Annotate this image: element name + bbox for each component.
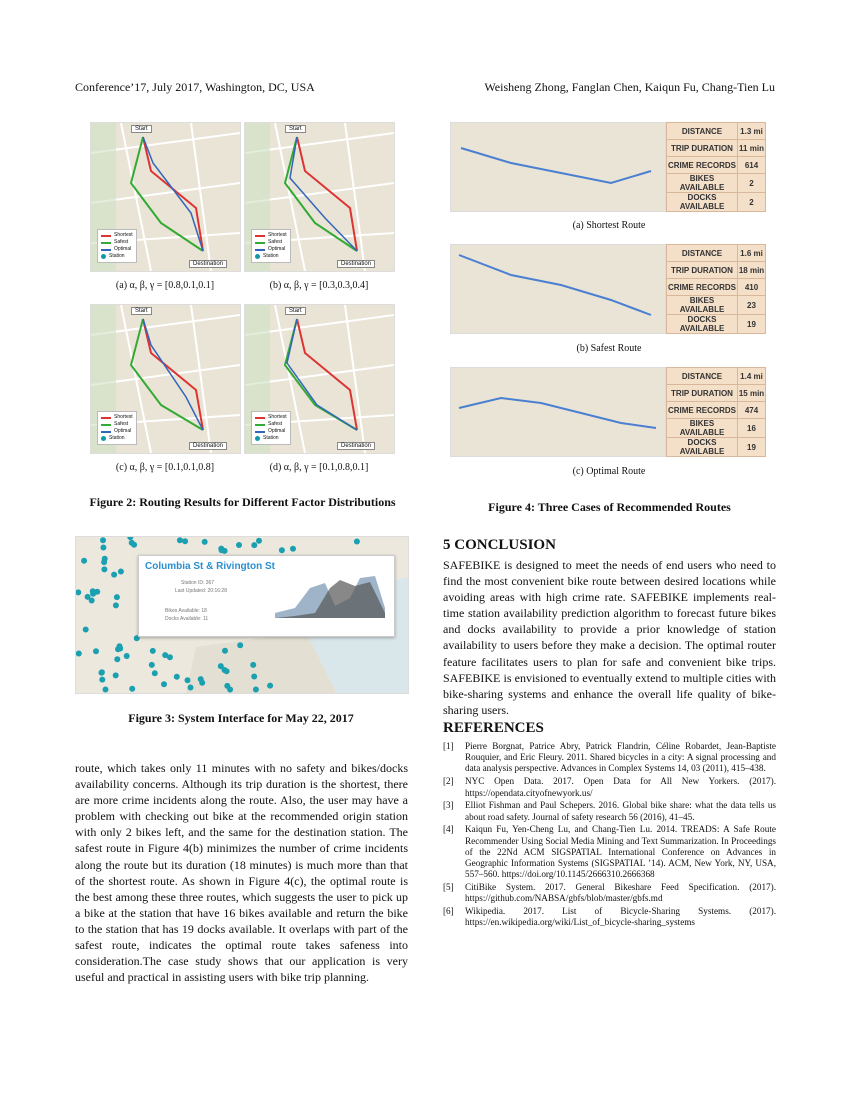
- conclusion-text: SAFEBIKE is designed to meet the needs of end users who need to find the most convenient bike route between desired locations while avoiding areas with high crime rate. SAFEBIKE implements real-time station availability prediction algorithm to forecast future bikes and docks availability to provide a prior knowledge of station availability to users before they make a decision. The optimal router feature facilitates users to plan for safe and convenient bike trips. SAFEBIKE is envisioned to eventually extend to multiple cities with bike-sharing systems and enhance the overall life quality of bike-sharing users.: [443, 558, 776, 717]
- station-pin-icon[interactable]: [162, 652, 168, 658]
- route-map-a: [90, 122, 241, 272]
- destination-label: Destination: [189, 260, 227, 268]
- case-b-label: (b) Safest Route: [576, 343, 642, 354]
- station-pin-icon[interactable]: [256, 538, 262, 544]
- station-pin-icon[interactable]: [152, 670, 158, 676]
- panel-d-label: (d) α, β, γ = [0.1,0.8,0.1]: [269, 462, 369, 473]
- station-pin-icon[interactable]: [188, 685, 194, 691]
- station-pin-icon[interactable]: [219, 547, 225, 553]
- station-pin-icon[interactable]: [102, 556, 108, 562]
- safest-route: [285, 137, 357, 251]
- route-stats-table: DISTANCE 1.6 mi TRIP DURATION 18 min CRIME RECORDS 410 BIKES AVAILABLE 23 DOCKS AVAILABLE 19: [666, 244, 766, 334]
- conclusion-heading: 5 CONCLUSION: [443, 537, 556, 553]
- station-pin-icon[interactable]: [250, 662, 256, 668]
- destination-label: Destination: [337, 442, 375, 450]
- station-pin-icon[interactable]: [185, 677, 191, 683]
- station-pin-icon[interactable]: [251, 674, 257, 680]
- station-pin-icon[interactable]: [237, 642, 243, 648]
- station-pin-icon[interactable]: [93, 648, 99, 654]
- running-header-right: Weisheng Zhong, Fanglan Chen, Kaiqun Fu, Chang-Tien Lu: [484, 80, 775, 94]
- start-label: Start: [285, 125, 306, 133]
- panel-b-label: (b) α, β, γ = [0.3,0.3,0.4]: [269, 280, 369, 291]
- station-pin-icon[interactable]: [111, 572, 117, 578]
- recommended-route-shortest: [450, 122, 768, 212]
- station-pin-icon[interactable]: [227, 687, 233, 693]
- station-pin-icon[interactable]: [100, 545, 106, 551]
- station-pin-icon[interactable]: [251, 542, 257, 548]
- safest-route: [131, 137, 203, 251]
- route-legend: Shortest Safest Optimal Station: [251, 229, 291, 263]
- station-pin-icon[interactable]: [99, 677, 105, 683]
- body-paragraph-left: route, which takes only 11 minutes with no safety and bikes/docks availability concerns. Although its trip duration is the shortest, there are more crime incidents along the route. Also, the user may have a problem with checking out bike at the recommended origin station with only 2 bikes left, and the same for the destination station. The safest route in Figure 4(b) minimizes the number of crime incidents along the route but its duration (18 minutes) is much more than that of the shortest route. As shown in Figure 4(c), the optimal route is the best among these three routes, which suggests the user to pick up a bike at the station that have 16 bikes available and return the bike to the station that has 19 docks available. It overlaps with part of the safest route, indicates the optimal route takes safeness into consideration.The case study shows that our application is very useful and practical in assisting users with bike trip planning.: [75, 761, 408, 985]
- start-label: Start: [131, 125, 152, 133]
- case-a-label: (a) Shortest Route: [572, 220, 646, 231]
- destination-label: Destination: [337, 260, 375, 268]
- reference-item: [2] NYC Open Data. 2017. Open Data for All New Yorkers. (2017). https://opendata.cityofnewyork.us/: [443, 776, 776, 798]
- station-pin-icon[interactable]: [150, 648, 156, 654]
- station-pin-icon[interactable]: [253, 687, 259, 693]
- station-pin-icon[interactable]: [85, 594, 91, 600]
- popup-bikes: Bikes Available: 18: [165, 608, 207, 614]
- station-pin-icon[interactable]: [76, 651, 82, 657]
- route-map-b: [244, 122, 395, 272]
- route-legend: Shortest Safest Optimal Station: [97, 411, 137, 445]
- reference-item: [4] Kaiqun Fu, Yen-Cheng Lu, and Chang-Tien Lu. 2014. TREADS: A Safe Route Recommender Using Social Media Mining and Text Summarization. In Proceedings of the 22Nd ACM SIGSPATIAL International Conference on Advances in Geographic Information Systems (SIGSPATIAL ’14). ACM, New York, NY, USA, 557–560. https://doi.org/10.1145/2666310.2666368: [443, 824, 776, 880]
- station-pin-icon[interactable]: [202, 539, 208, 545]
- station-pin-icon[interactable]: [129, 686, 135, 692]
- route-map: [450, 122, 666, 212]
- route-map-d: [244, 304, 395, 454]
- station-pin-icon[interactable]: [83, 627, 89, 633]
- station-pin-icon[interactable]: [90, 588, 96, 594]
- route-map-c: [90, 304, 241, 454]
- figure-3-caption: Figure 3: System Interface for May 22, 2017: [128, 711, 354, 725]
- station-pin-icon[interactable]: [174, 674, 180, 680]
- reference-item: [1] Pierre Borgnat, Patrice Abry, Patrick Flandrin, Céline Robardet, Jean-Baptiste Rouquier, and Eric Fleury. 2011. Shared bicycles in a city: A signal processing and data analysis perspective. Advances in Complex Systems 14, 03 (2011), 415–438.: [443, 741, 776, 774]
- start-label: Start: [131, 307, 152, 315]
- references-heading: REFERENCES: [443, 720, 544, 736]
- station-pin-icon[interactable]: [149, 662, 155, 668]
- popup-updated: Last Updated: 20:16:28: [175, 588, 227, 594]
- reference-item: [5] CitiBike System. 2017. General Bikeshare Feed Specification. (2017). https://github.com/NABSA/gbfs/blob/master/gbfs.md: [443, 882, 776, 904]
- reference-item: [6] Wikipedia. 2017. List of Bicycle-Sharing Systems. (2017). https://en.wikipedia.org/wiki/List_of_bicycle-sharing_systems: [443, 906, 776, 928]
- route-map: [450, 367, 666, 457]
- popup-docks: Docks Available: 11: [165, 616, 209, 622]
- station-pin-icon[interactable]: [177, 537, 183, 543]
- popup-station-id: Station ID: 367: [181, 580, 215, 586]
- station-pin-icon[interactable]: [279, 547, 285, 553]
- station-pin-icon[interactable]: [101, 566, 107, 572]
- station-pin-icon[interactable]: [129, 540, 135, 546]
- station-pin-icon[interactable]: [354, 539, 360, 545]
- figure-4-caption: Figure 4: Three Cases of Recommended Routes: [488, 500, 731, 514]
- station-pin-icon[interactable]: [113, 602, 119, 608]
- station-pin-icon[interactable]: [161, 681, 167, 687]
- panel-a-label: (a) α, β, γ = [0.8,0.1,0.1]: [115, 280, 215, 291]
- recommended-route-safest: [450, 244, 768, 334]
- availability-chart: [275, 568, 385, 626]
- station-pin-icon[interactable]: [103, 687, 109, 693]
- station-pin-icon[interactable]: [124, 653, 130, 659]
- station-pin-icon[interactable]: [99, 670, 105, 676]
- station-pin-icon[interactable]: [222, 648, 228, 654]
- route-map: [450, 244, 666, 334]
- station-pin-icon[interactable]: [100, 537, 106, 543]
- station-pin-icon[interactable]: [198, 676, 204, 682]
- station-pin-icon[interactable]: [222, 667, 228, 673]
- figure-2-caption: Figure 2: Routing Results for Different Factor Distributions: [89, 495, 396, 509]
- route-legend: Shortest Safest Optimal Station: [97, 229, 137, 263]
- station-pin-icon[interactable]: [114, 656, 120, 662]
- references-list: [443, 741, 776, 930]
- station-popup[interactable]: [138, 555, 395, 637]
- station-pin-icon[interactable]: [81, 558, 87, 564]
- route-legend: Shortest Safest Optimal Station: [251, 411, 291, 445]
- station-pin-icon[interactable]: [113, 672, 119, 678]
- station-pin-icon[interactable]: [114, 594, 120, 600]
- station-pin-icon[interactable]: [290, 546, 296, 552]
- station-pin-icon[interactable]: [182, 538, 188, 544]
- popup-title: Columbia St & Rivington St: [145, 561, 275, 572]
- start-label: Start: [285, 307, 306, 315]
- route-stats-table: DISTANCE 1.4 mi TRIP DURATION 15 min CRIME RECORDS 474 BIKES AVAILABLE 16 DOCKS AVAILABLE 19: [666, 367, 766, 457]
- route-stats-table: DISTANCE 1.3 mi TRIP DURATION 11 min CRIME RECORDS 614 BIKES AVAILABLE 2 DOCKS AVAILABLE 2: [666, 122, 766, 212]
- case-c-label: (c) Optimal Route: [572, 466, 646, 477]
- destination-label: Destination: [189, 442, 227, 450]
- station-pin-icon[interactable]: [117, 643, 123, 649]
- recommended-route-optimal: [450, 367, 768, 457]
- station-pin-icon[interactable]: [236, 542, 242, 548]
- reference-item: [3] Elliot Fishman and Paul Schepers. 2016. Global bike share: what the data tells us about road safety. Journal of safety research 56 (2016), 41–45.: [443, 800, 776, 822]
- panel-c-label: (c) α, β, γ = [0.1,0.1,0.8]: [115, 462, 215, 473]
- station-pin-icon[interactable]: [267, 683, 273, 689]
- running-header-left: Conference’17, July 2017, Washington, DC, USA: [75, 80, 315, 94]
- station-pin-icon[interactable]: [118, 569, 124, 575]
- system-interface-map: [75, 536, 409, 694]
